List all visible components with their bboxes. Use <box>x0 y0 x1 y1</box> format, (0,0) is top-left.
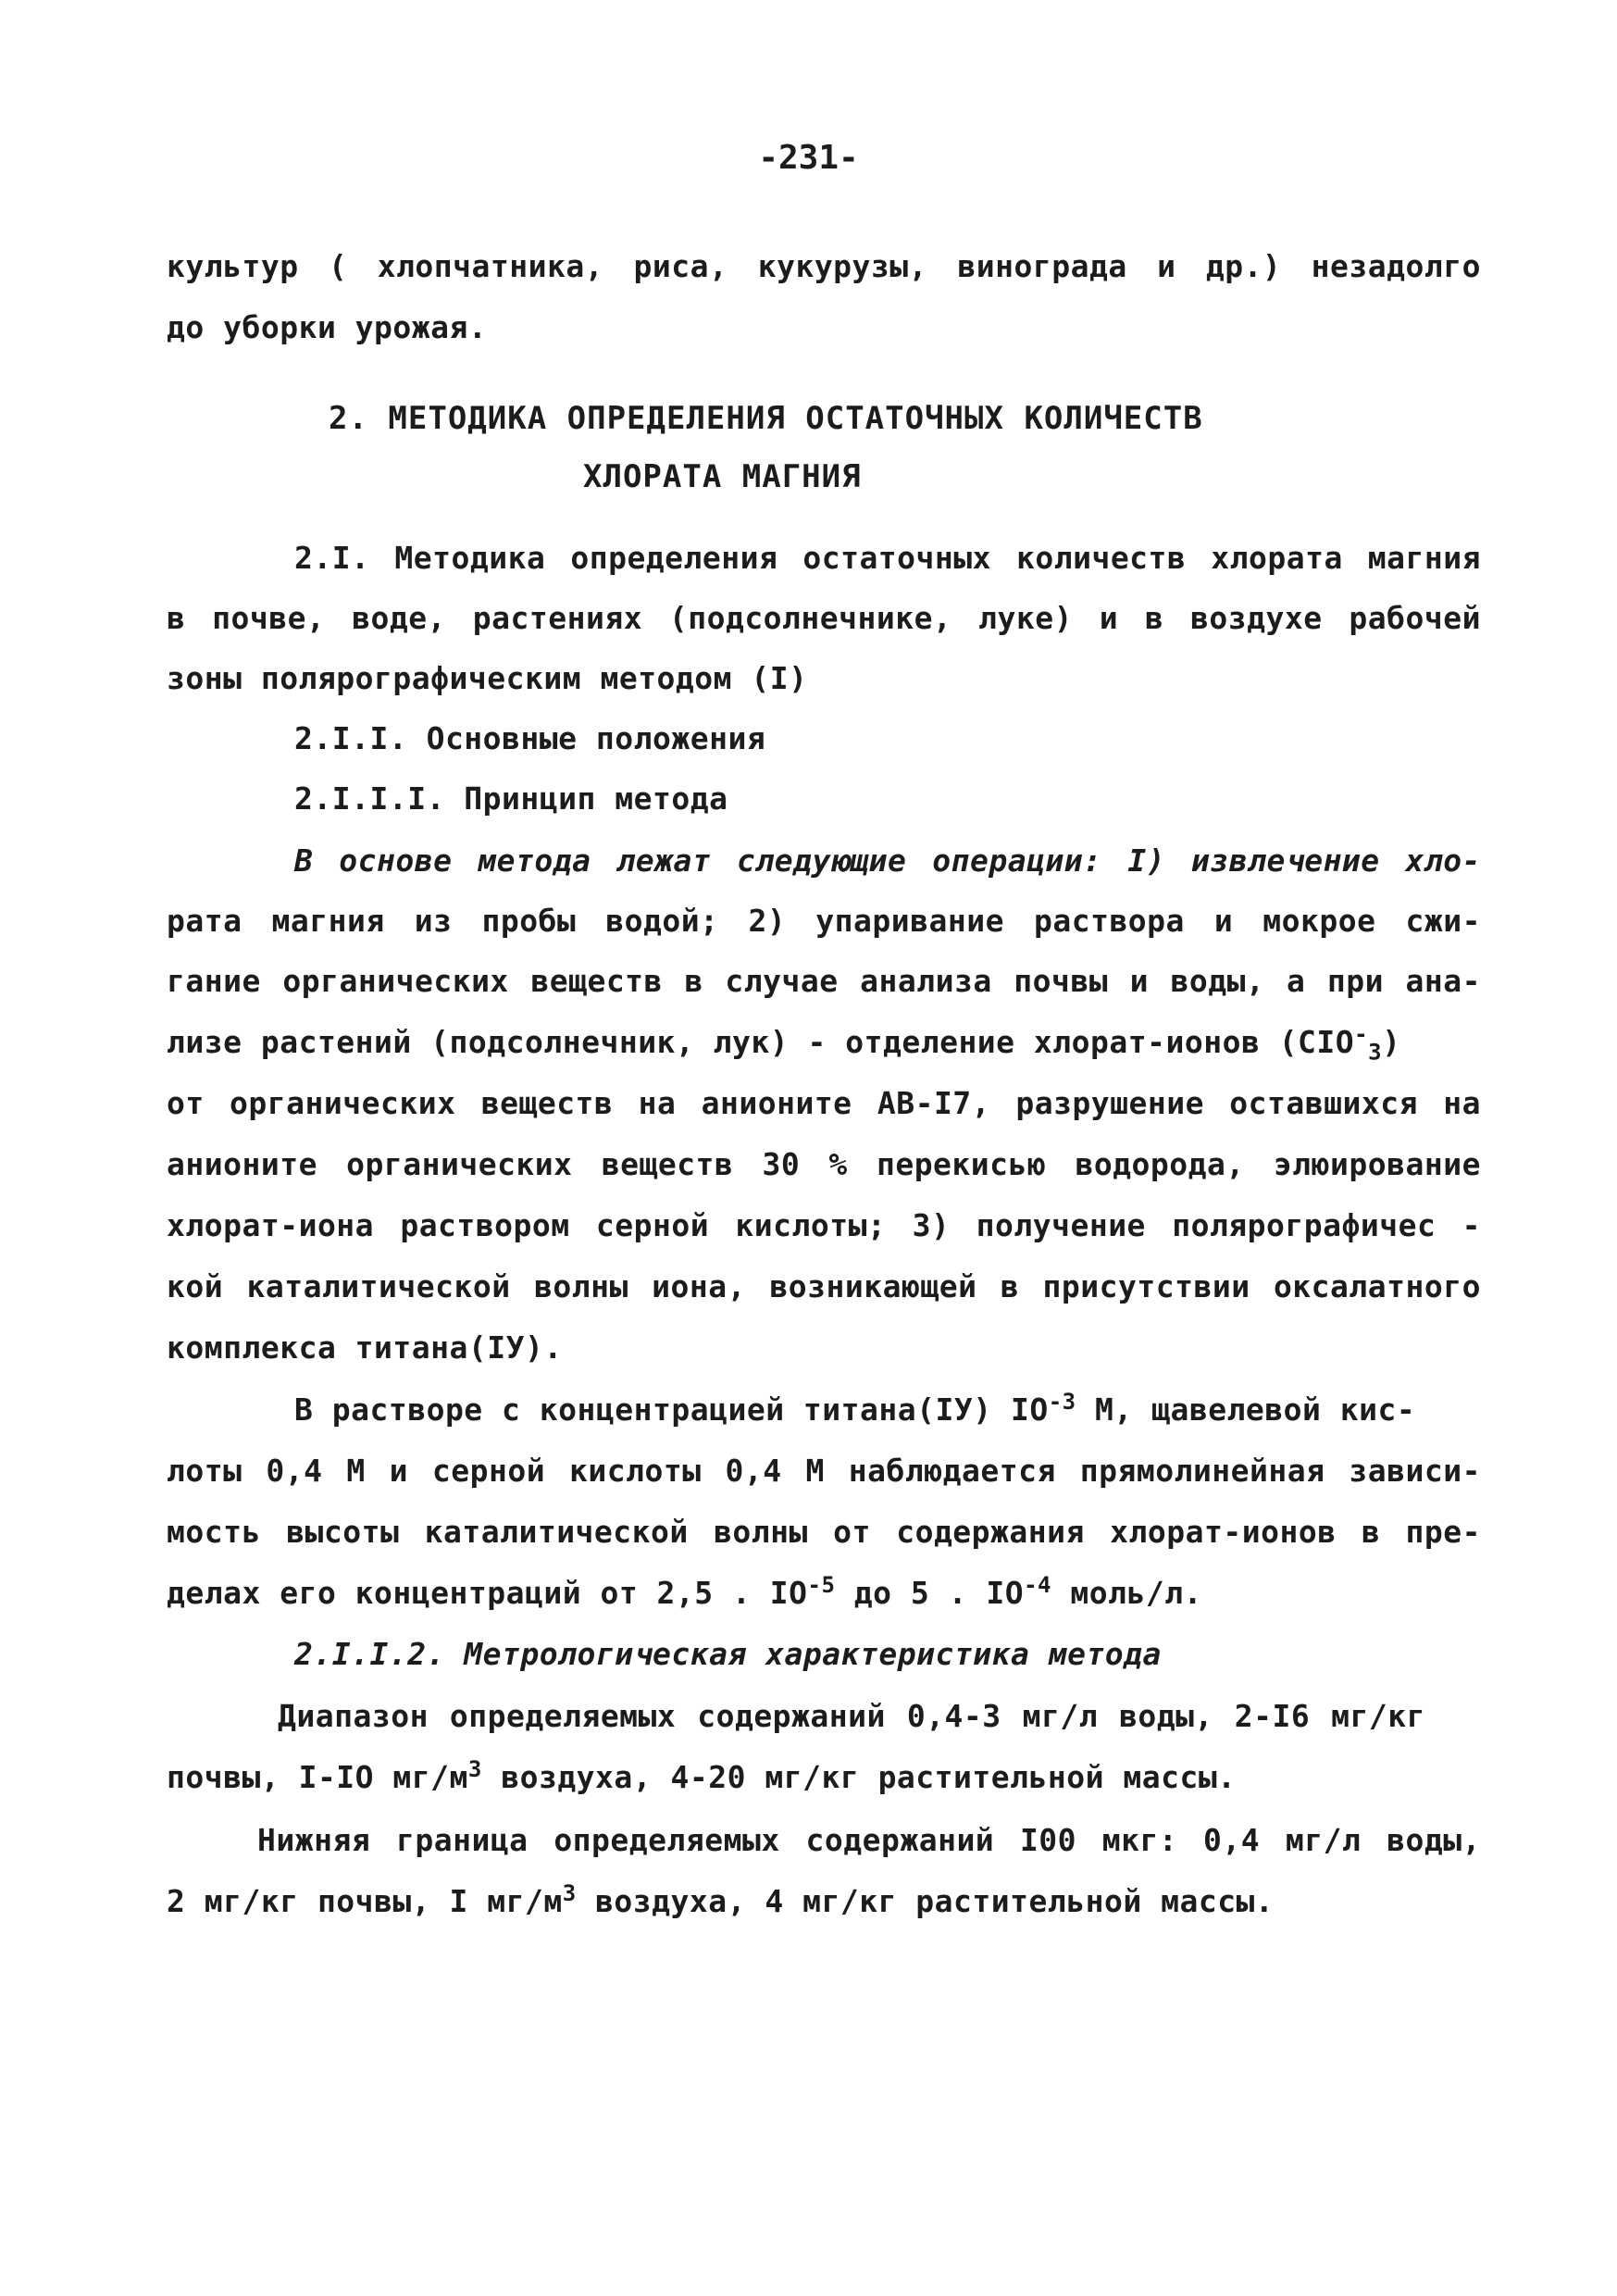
subsection-2-1-line-3: зоны полярографическим методом (I) <box>167 660 808 696</box>
lower-limit-line-2 <box>167 1880 1481 1920</box>
conditions-line-1 <box>294 1391 1609 1429</box>
subsection-2-1-line-2: в почве, воде, растениях (подсолнечнике, луке) и в воздухе рабочей <box>167 600 1481 636</box>
conditions-line-4-text-b: до 5 . IO <box>835 1575 1025 1611</box>
page-number: -231- <box>758 139 859 177</box>
subsection-2-1-line-1: 2.I. Методика определения остаточных количеств хлората магния <box>294 540 1481 576</box>
subsection-2-1-1-title: 2.I.I. Основные положения <box>294 720 766 756</box>
principle-line-9: комплекса титана(IУ). <box>167 1329 563 1366</box>
principle-line-4-text: лизе растений (подсолнечник, лук) - отделение хлорат-ионов (CIO <box>167 1024 1355 1060</box>
conditions-line-4-superscript-2: -4 <box>1024 1572 1052 1598</box>
principle-line-4 <box>167 1021 1481 1066</box>
conditions-line-1-text: В растворе с концентрацией титана(IУ) IO <box>294 1391 1049 1428</box>
principle-line-5: от органических веществ на анионите АВ-I7, разрушение оставшихся на <box>167 1085 1481 1121</box>
conditions-line-4-text-c: моль/л. <box>1051 1575 1202 1611</box>
subsection-2-1-1-1-title: 2.I.I.I. Принцип метода <box>294 780 728 817</box>
conditions-line-4-text-a: делах его концентраций от 2,5 . IO <box>167 1575 808 1611</box>
lower-limit-line-1: Нижняя граница определяемых содержаний I00 мкг: 0,4 мг/л воды, <box>257 1822 1481 1858</box>
subsection-2-1-1-2-title: 2.I.I.2. Метрологическая характеристика метода <box>294 1636 1162 1672</box>
principle-line-4-superscript: - <box>1354 1021 1369 1047</box>
intro-line-2: до уборки урожая. <box>167 309 488 345</box>
range-line-2-superscript: 3 <box>467 1756 482 1782</box>
conditions-line-1-rest: M, щавелевой кис- <box>1076 1391 1416 1428</box>
principle-line-6: анионите органических веществ 30 % перекисью водорода, элюирование <box>167 1146 1481 1182</box>
lower-limit-line-2-text-b: воздуха, 4 мг/кг растительной массы. <box>576 1883 1275 1919</box>
range-line-2-text-b: воздуха, 4-20 мг/кг растительной массы. <box>481 1759 1237 1795</box>
conditions-line-1-superscript: -3 <box>1048 1389 1076 1415</box>
principle-line-1: В основе метода лежат следующие операции: I) извлечение хло- <box>294 842 1481 879</box>
principle-line-2: рата магния из пробы водой; 2) упаривание раствора и мокрое сжи- <box>167 903 1481 939</box>
principle-line-7: хлорат-иона раствором серной кислоты; 3) получение полярографичес - <box>167 1207 1481 1243</box>
principle-line-4-subscript: 3 <box>1368 1039 1383 1066</box>
section-heading-line-1: 2. МЕТОДИКА ОПРЕДЕЛЕНИЯ ОСТАТОЧНЫХ КОЛИЧЕСТВ <box>329 400 1203 437</box>
conditions-line-3: мость высоты каталитической волны от содержания хлорат-ионов в пре- <box>167 1514 1481 1550</box>
range-line-1: Диапазон определяемых содержаний 0,4-3 мг/л воды, 2-I6 мг/кг <box>278 1698 1425 1734</box>
principle-line-4-closing: ) <box>1382 1024 1401 1060</box>
section-heading-line-2: ХЛОРАТА МАГНИЯ <box>583 458 862 495</box>
range-line-2 <box>167 1756 1481 1796</box>
principle-line-3: гание органических веществ в случае анализа почвы и воды, а при ана- <box>167 963 1481 999</box>
intro-line-1: культур ( хлопчатника, риса, кукурузы, винограда и др.) незадолго <box>167 248 1481 284</box>
lower-limit-line-2-superscript: 3 <box>562 1880 577 1906</box>
conditions-line-2: лоты 0,4 M и серной кислоты 0,4 M наблюдается прямолинейная зависи- <box>167 1453 1481 1489</box>
conditions-line-4 <box>167 1572 1481 1612</box>
conditions-line-4-superscript-1: -5 <box>807 1572 836 1598</box>
principle-line-8: кой каталитической волны иона, возникающей в присутствии оксалатного <box>167 1268 1481 1304</box>
lower-limit-line-2-text-a: 2 мг/кг почвы, I мг/м <box>167 1883 563 1919</box>
range-line-2-text-a: почвы, I-IO мг/м <box>167 1759 468 1795</box>
